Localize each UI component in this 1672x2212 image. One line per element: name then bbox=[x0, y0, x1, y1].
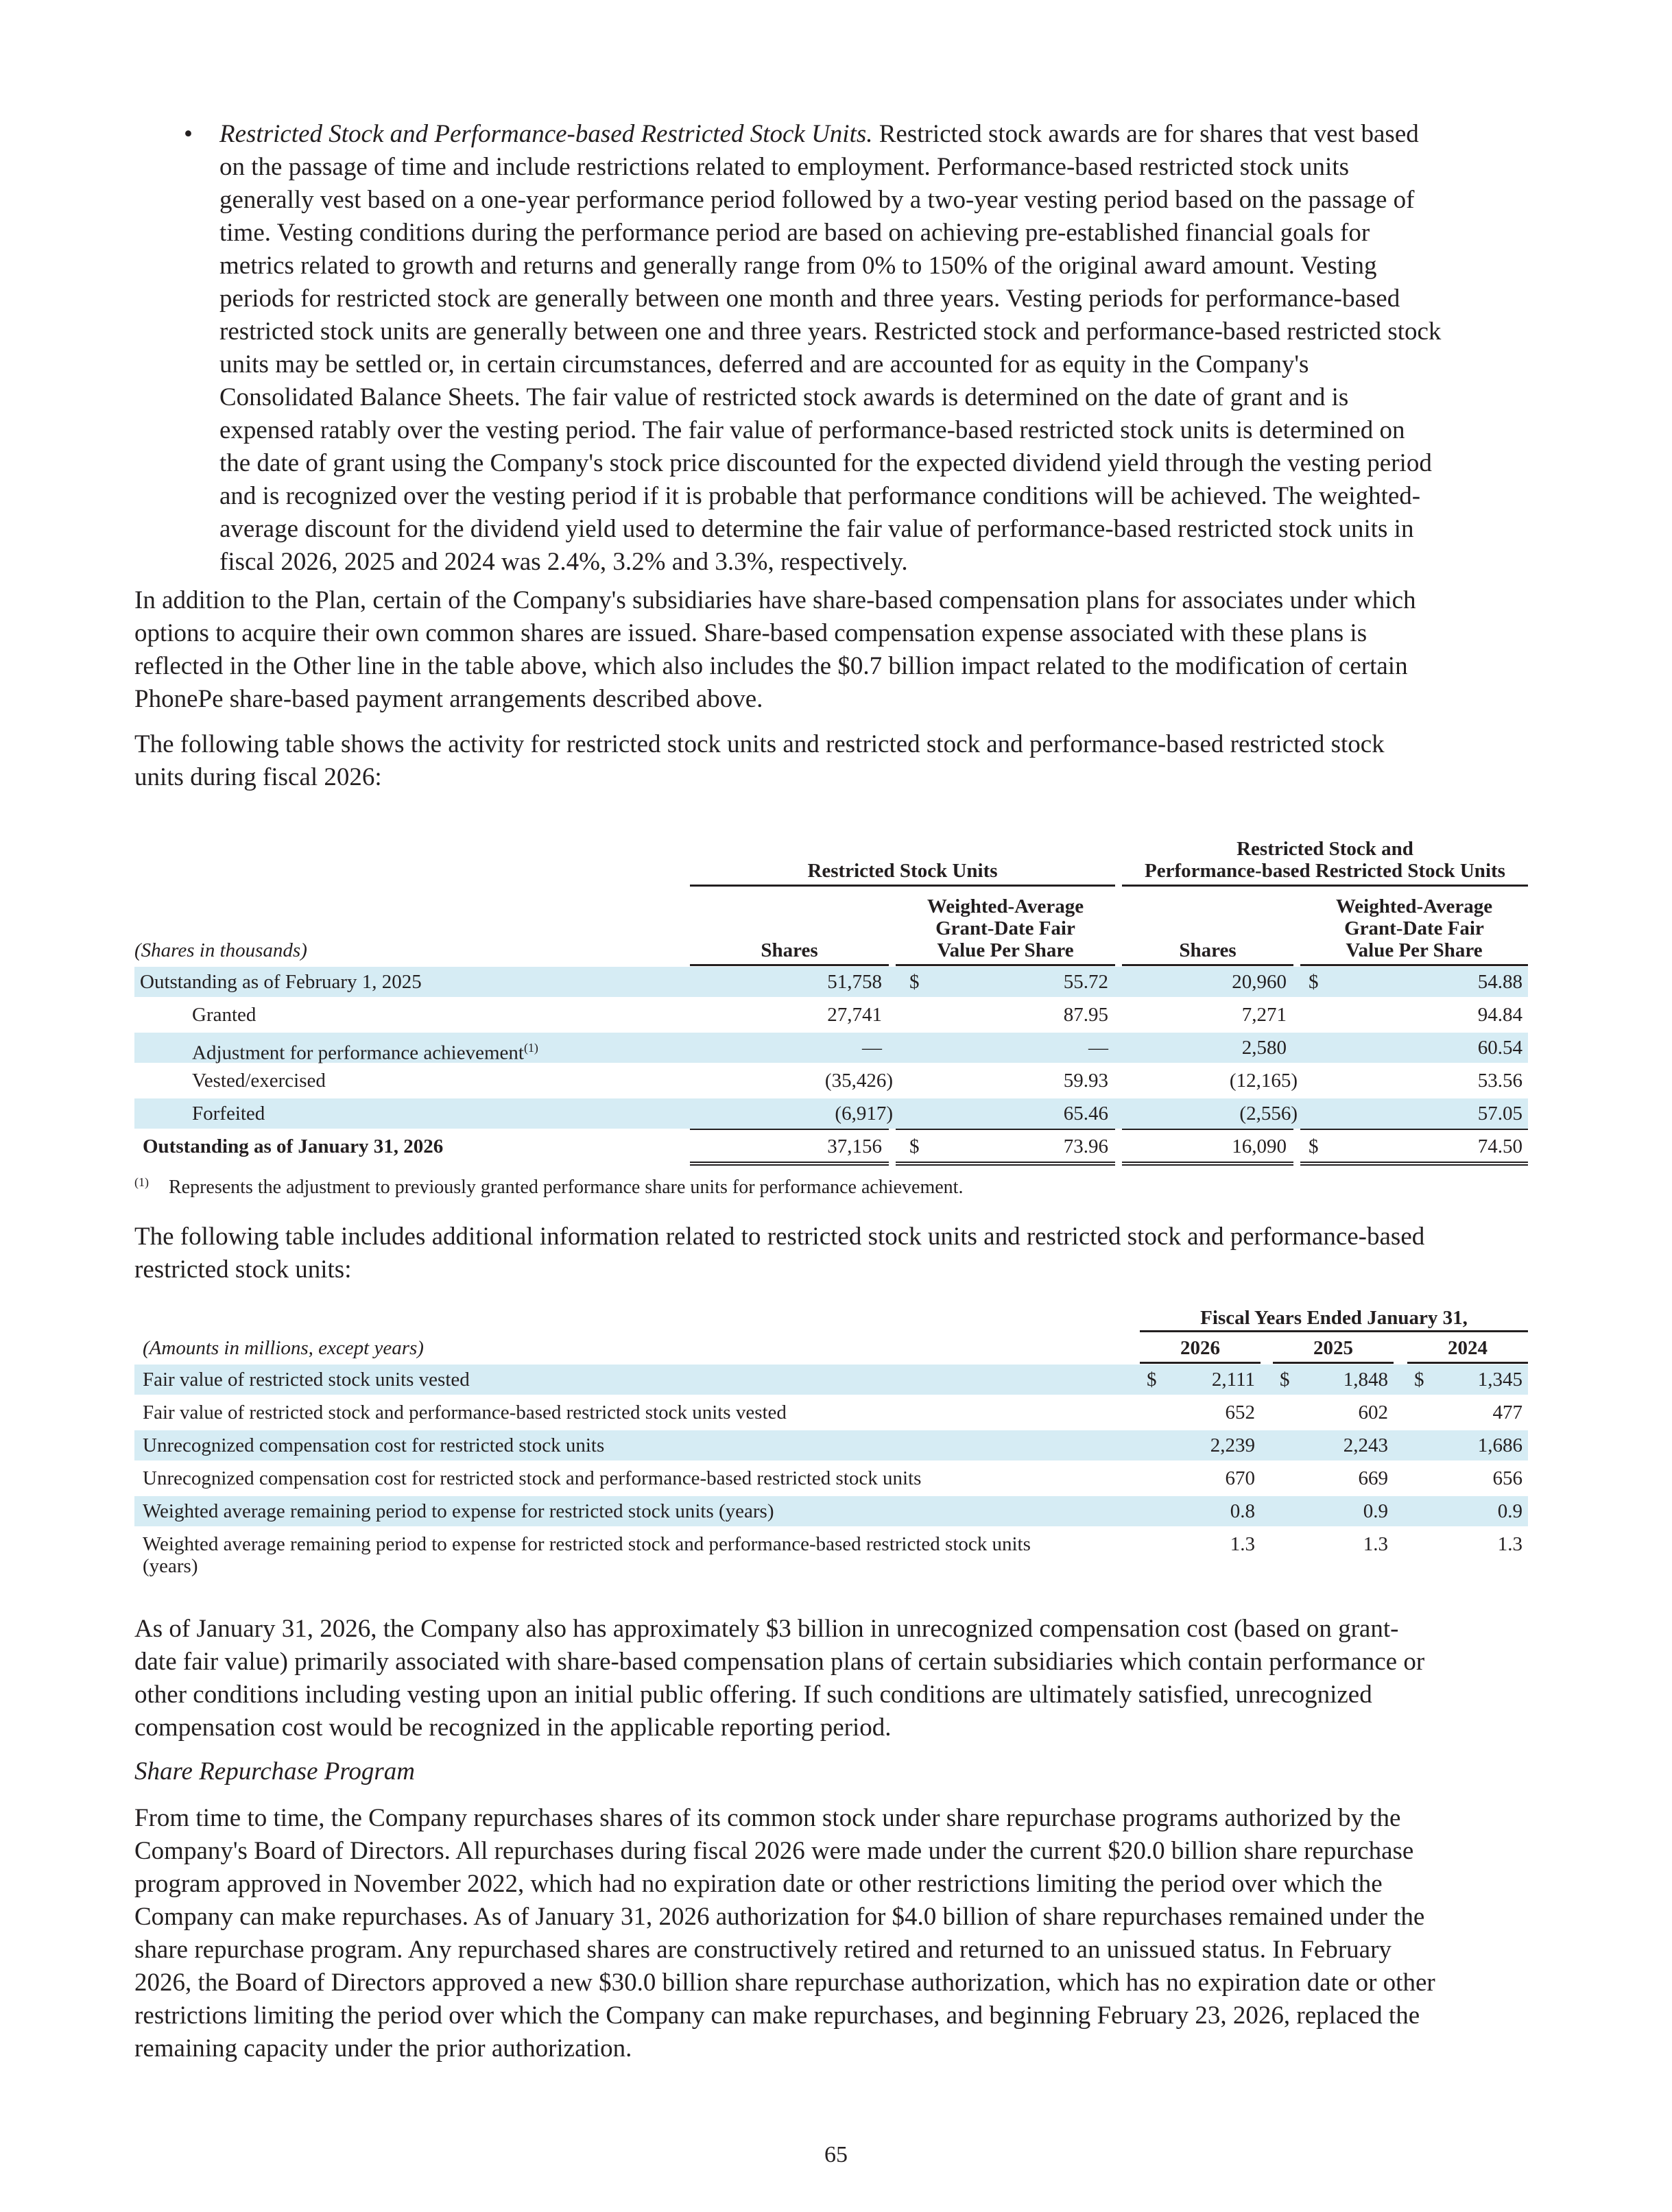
table-row bbox=[134, 1463, 1528, 1493]
paragraph-line: and is recognized over the vesting period if it is probable that performance conditions will be achieved. The weighted- bbox=[219, 482, 1421, 510]
paragraph-line: share repurchase program. Any repurchased shares are constructively retired and returned to an unissued status. In February bbox=[134, 1936, 1392, 1964]
value-2024: 0.9 bbox=[1497, 1500, 1522, 1522]
footnote-mark: (1) bbox=[134, 1175, 149, 1189]
prsu-shares: (12,165) bbox=[1229, 1070, 1298, 1092]
value-2024: 1,686 bbox=[1477, 1434, 1522, 1456]
value-2025: 1.3 bbox=[1363, 1533, 1388, 1555]
rsu-value: 65.46 bbox=[1063, 1103, 1108, 1125]
rsu-shares: 37,156 bbox=[827, 1135, 882, 1157]
total-rule bbox=[896, 1129, 1115, 1130]
paragraph-line: Restricted Stock and Performance-based Restricted Stock Units. Restricted stock awards are for shares that vest based bbox=[219, 120, 1419, 148]
prsu-shares: 20,960 bbox=[1232, 971, 1287, 993]
paragraph-line: PhonePe share-based payment arrangements described above. bbox=[134, 685, 763, 713]
group-rule bbox=[1140, 1330, 1528, 1332]
paragraph-line: time. Vesting conditions during the performance period are based on achieving pre-established financial goals for bbox=[219, 219, 1370, 247]
rsu-shares: — bbox=[862, 1037, 882, 1059]
rsu-shares: (35,426) bbox=[824, 1070, 893, 1092]
column-header-wavg-line1: Weighted-Average bbox=[1335, 895, 1493, 917]
total-rule bbox=[1300, 1129, 1528, 1130]
row-label: Weighted average remaining period to expense for restricted stock units (years) bbox=[143, 1500, 774, 1522]
double-rule bbox=[690, 1162, 889, 1166]
bullet-marker: • bbox=[184, 120, 193, 148]
rsu-shares: 51,758 bbox=[827, 971, 882, 993]
column-header-wavg-line2: Grant-Date Fair bbox=[1344, 917, 1484, 939]
column-header-wavg-line2: Grant-Date Fair bbox=[935, 917, 1075, 939]
column-header-shares: Shares bbox=[1179, 939, 1237, 961]
paragraph-line: restricted stock units are generally between one and three years. Restricted stock and performance-based restricted stock bbox=[219, 317, 1442, 346]
column-rule bbox=[690, 964, 889, 966]
rsu-value: — bbox=[1088, 1037, 1108, 1059]
prsu-value: 74.50 bbox=[1477, 1135, 1522, 1157]
paragraph-line: The following table includes additional information related to restricted stock units and restricted stock and performance-based bbox=[134, 1223, 1425, 1251]
dollar-sign: $ bbox=[1147, 1369, 1157, 1391]
paragraph-line: Company can make repurchases. As of January 31, 2026 authorization for $4.0 billion of share repurchases remained under the bbox=[134, 1903, 1425, 1931]
share-repurchase-heading: Share Repurchase Program bbox=[134, 1757, 415, 1786]
value-2024: 477 bbox=[1492, 1402, 1522, 1423]
footnote-ref: (1) bbox=[523, 1041, 538, 1055]
table-row bbox=[134, 1397, 1528, 1428]
value-2024: 1,345 bbox=[1477, 1369, 1522, 1391]
paragraph-line: Company's Board of Directors. All repurchases during fiscal 2026 were made under the current $20.0 billion share repurchase bbox=[134, 1837, 1414, 1865]
prsu-value: 60.54 bbox=[1477, 1037, 1522, 1059]
table-row bbox=[134, 1496, 1528, 1526]
table-row bbox=[134, 1365, 1528, 1395]
paragraph-line: reflected in the Other line in the table above, which also includes the $0.7 billion impact related to the modification of certain bbox=[134, 652, 1408, 680]
rsu-value: 55.72 bbox=[1063, 971, 1108, 993]
value-2025: 1,848 bbox=[1343, 1369, 1388, 1391]
column-header-2026: 2026 bbox=[1180, 1337, 1220, 1359]
value-2026: 2,111 bbox=[1211, 1369, 1255, 1391]
footnote-text: Represents the adjustment to previously granted performance share units for performance achievement. bbox=[169, 1177, 964, 1199]
paragraph-line: From time to time, the Company repurchases shares of its common stock under share repurchase programs authorized by the bbox=[134, 1804, 1401, 1832]
row-label: Outstanding as of January 31, 2026 bbox=[143, 1135, 444, 1157]
column-rule bbox=[896, 964, 1115, 966]
table-row bbox=[134, 1000, 1528, 1030]
total-rule bbox=[690, 1129, 889, 1130]
paragraph-line: The following table shows the activity for restricted stock units and restricted stock and performance-based restricted stock bbox=[134, 730, 1385, 758]
paragraph-line: generally vest based on a one-year performance period followed by a two-year vesting period based on the passage of bbox=[219, 186, 1415, 214]
value-2025: 0.9 bbox=[1363, 1500, 1388, 1522]
prsu-value: 57.05 bbox=[1477, 1103, 1522, 1125]
restricted-stock-paragraph bbox=[219, 118, 1529, 579]
paragraph-line: options to acquire their own common shares are issued. Share-based compensation expense associated with these plans is bbox=[134, 619, 1368, 647]
total-rule bbox=[1122, 1129, 1293, 1130]
double-rule bbox=[1300, 1162, 1528, 1166]
paragraph-line: metrics related to growth and returns and generally range from 0% to 150% of the original award amount. Vesting bbox=[219, 252, 1377, 280]
column-rule bbox=[1300, 964, 1528, 966]
value-2026: 652 bbox=[1225, 1402, 1255, 1423]
column-header-wavg-line3: Value Per Share bbox=[937, 939, 1074, 961]
prsu-shares: (2,556) bbox=[1239, 1103, 1298, 1125]
column-header-shares: Shares bbox=[761, 939, 818, 961]
dollar-sign: $ bbox=[1309, 1135, 1319, 1157]
column-header-wavg-line1: Weighted-Average bbox=[927, 895, 1084, 917]
paragraph-line: remaining capacity under the prior authorization. bbox=[134, 2034, 632, 2063]
table-row bbox=[134, 1430, 1528, 1460]
row-label: Fair value of restricted stock and performance-based restricted stock units vested bbox=[143, 1402, 787, 1423]
rsu-value: 87.95 bbox=[1063, 1004, 1108, 1026]
dollar-sign: $ bbox=[1414, 1369, 1424, 1391]
column-header-2024: 2024 bbox=[1448, 1337, 1488, 1359]
paragraph-line: Consolidated Balance Sheets. The fair value of restricted stock awards is determined on the date of grant and is bbox=[219, 383, 1349, 411]
rsu-value: 59.93 bbox=[1063, 1070, 1108, 1092]
row-label: Outstanding as of February 1, 2025 bbox=[140, 971, 422, 993]
group-header-fiscal-years: Fiscal Years Ended January 31, bbox=[1200, 1307, 1468, 1329]
page-number: 65 bbox=[824, 2142, 848, 2167]
prsu-shares: 16,090 bbox=[1232, 1135, 1287, 1157]
group-header-rsu: Restricted Stock Units bbox=[807, 860, 998, 882]
row-label: Unrecognized compensation cost for restricted stock units bbox=[143, 1434, 605, 1456]
value-2026: 2,239 bbox=[1210, 1434, 1255, 1456]
table-row-total bbox=[134, 1131, 1528, 1162]
prsu-shares: 7,271 bbox=[1241, 1004, 1287, 1026]
column-header-wavg-line3: Value Per Share bbox=[1346, 939, 1483, 961]
paragraph-lead: Restricted Stock and Performance-based Restricted Stock Units. bbox=[219, 120, 873, 148]
paragraph-line: restricted stock units: bbox=[134, 1255, 352, 1284]
column-rule bbox=[1140, 1362, 1261, 1364]
double-rule bbox=[1122, 1162, 1293, 1166]
plan-paragraph bbox=[134, 584, 1533, 716]
dollar-sign: $ bbox=[909, 1135, 920, 1157]
rsu-activity-table bbox=[134, 830, 1528, 1173]
rsu-additional-info-table bbox=[134, 1303, 1528, 1591]
paragraph-line: on the passage of time and include restrictions related to employment. Performance-based restricted stock units bbox=[219, 153, 1350, 181]
table-row bbox=[134, 1066, 1528, 1096]
row-label: Forfeited bbox=[192, 1103, 265, 1125]
prsu-value: 53.56 bbox=[1477, 1070, 1522, 1092]
paragraph-line: average discount for the dividend yield used to determine the fair value of performance-based restricted stock units in bbox=[219, 515, 1414, 543]
group-rule bbox=[690, 885, 1115, 887]
value-2026: 1.3 bbox=[1230, 1533, 1255, 1555]
group-header-prsu-line1: Restricted Stock and bbox=[1237, 838, 1413, 860]
prsu-shares: 2,580 bbox=[1241, 1037, 1287, 1059]
table-row bbox=[134, 1529, 1528, 1584]
unrecognized-cost-paragraph bbox=[134, 1613, 1533, 1744]
group-rule bbox=[1122, 885, 1528, 887]
paragraph-line: units may be settled or, in certain circumstances, deferred and are accounted for as equity in the Company's bbox=[219, 350, 1309, 378]
row-label: Unrecognized compensation cost for restricted stock and performance-based restricted stock units bbox=[143, 1467, 922, 1489]
share-repurchase-paragraph bbox=[134, 1802, 1533, 2065]
paragraph-line: 2026, the Board of Directors approved a new $30.0 billion share repurchase authorization, which has no expiration date or other bbox=[134, 1969, 1435, 1997]
value-2026: 670 bbox=[1225, 1467, 1255, 1489]
value-2026: 0.8 bbox=[1230, 1500, 1255, 1522]
paragraph-line: units during fiscal 2026: bbox=[134, 763, 382, 791]
table2-intro-paragraph bbox=[134, 1221, 1533, 1286]
dollar-sign: $ bbox=[1309, 971, 1319, 993]
paragraph-line: date fair value) primarily associated with share-based compensation plans of certain subsidiaries which contain performance or bbox=[134, 1648, 1425, 1676]
dollar-sign: $ bbox=[909, 971, 920, 993]
column-header-2025: 2025 bbox=[1313, 1337, 1353, 1359]
prsu-value: 94.84 bbox=[1477, 1004, 1522, 1026]
paragraph-line: expensed ratably over the vesting period. The fair value of performance-based restricted stock units is determined on bbox=[219, 416, 1405, 444]
row-label: Weighted average remaining period to expense for restricted stock and performance-based restricted stock units (years) bbox=[143, 1533, 1031, 1577]
paragraph-line: fiscal 2026, 2025 and 2024 was 2.4%, 3.2% and 3.3%, respectively. bbox=[219, 548, 908, 576]
value-2025: 602 bbox=[1358, 1402, 1388, 1423]
table-row bbox=[134, 1033, 1528, 1063]
column-rule bbox=[1407, 1362, 1528, 1364]
paragraph-line: restrictions limiting the period over which the Company can make repurchases, and beginning February 23, 2026, replaced the bbox=[134, 2001, 1420, 2030]
table-caption: (Shares in thousands) bbox=[134, 939, 307, 961]
dollar-sign: $ bbox=[1280, 1369, 1290, 1391]
group-header-prsu-line2: Performance-based Restricted Stock Units bbox=[1145, 860, 1505, 882]
value-2025: 669 bbox=[1358, 1467, 1388, 1489]
rsu-shares: (6,917) bbox=[835, 1103, 893, 1125]
value-2024: 1.3 bbox=[1497, 1533, 1522, 1555]
rsu-shares: 27,741 bbox=[827, 1004, 882, 1026]
row-label: Granted bbox=[192, 1004, 256, 1026]
paragraph-line: periods for restricted stock are generally between one month and three years. Vesting periods for performance-based bbox=[219, 285, 1400, 313]
value-2025: 2,243 bbox=[1343, 1434, 1388, 1456]
paragraph-line: compensation cost would be recognized in the applicable reporting period. bbox=[134, 1714, 892, 1742]
double-rule bbox=[896, 1162, 1115, 1166]
paragraph-line: program approved in November 2022, which had no expiration date or other restrictions limiting the period over which the bbox=[134, 1870, 1383, 1898]
rsu-value: 73.96 bbox=[1063, 1135, 1108, 1157]
row-label: Adjustment for performance achievement$^{(1)}$ bbox=[192, 1041, 538, 1064]
paragraph-line: other conditions including vesting upon an initial public offering. If such conditions are ultimately satisfied, unrecognized bbox=[134, 1681, 1372, 1709]
paragraph-line: As of January 31, 2026, the Company also has approximately $3 billion in unrecognized compensation cost (based on grant- bbox=[134, 1615, 1399, 1643]
row-label: Vested/exercised bbox=[192, 1070, 326, 1092]
table-row bbox=[134, 967, 1528, 997]
table1-intro-paragraph bbox=[134, 728, 1533, 794]
table1-footnote bbox=[134, 1170, 963, 1200]
prsu-value: 54.88 bbox=[1477, 971, 1522, 993]
column-rule bbox=[1273, 1362, 1394, 1364]
paragraph-line: the date of grant using the Company's stock price discounted for the expected dividend yield through the vesting period bbox=[219, 449, 1432, 477]
column-rule bbox=[1122, 964, 1293, 966]
table-row bbox=[134, 1098, 1528, 1129]
paragraph-line: In addition to the Plan, certain of the Company's subsidiaries have share-based compensation plans for associates under which bbox=[134, 586, 1416, 614]
value-2024: 656 bbox=[1492, 1467, 1522, 1489]
row-label: Fair value of restricted stock units vested bbox=[143, 1369, 470, 1391]
table-caption: (Amounts in millions, except years) bbox=[143, 1337, 424, 1359]
